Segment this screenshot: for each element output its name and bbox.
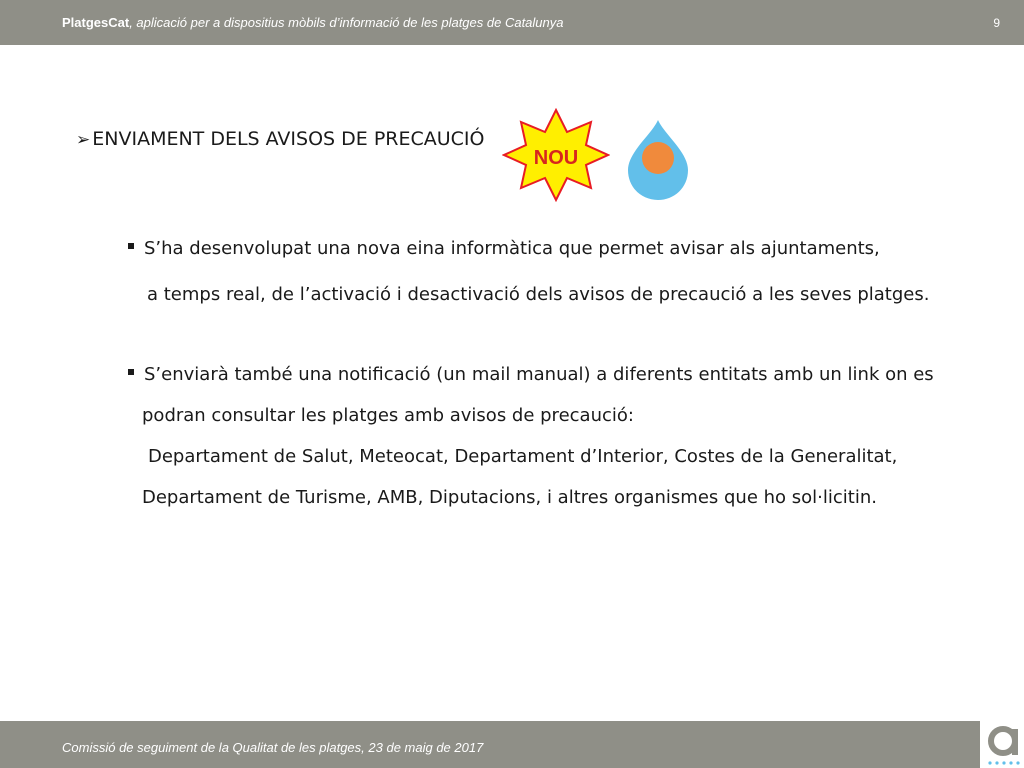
footer-text: Comissió de seguiment de la Qualitat de les platges, 23 de maig de 2017 bbox=[62, 740, 484, 755]
nou-badge-label: NOU bbox=[533, 147, 579, 169]
bullet-2-line-4: Departament de Turisme, AMB, Diputacions, i altres organismes que ho sol·licitin. bbox=[142, 487, 877, 508]
bullet-2-line-1 bbox=[128, 364, 934, 385]
bullet-1-line-2: a temps real, de l’activació i desactivació dels avisos de precaució a les seves platges. bbox=[147, 284, 930, 305]
section-heading bbox=[76, 128, 484, 150]
slide-header bbox=[0, 0, 1024, 45]
slide-footer bbox=[0, 721, 1024, 768]
nou-badge bbox=[502, 108, 610, 202]
agency-logo-icon bbox=[980, 721, 1024, 768]
bullet-1-line-1 bbox=[128, 238, 880, 259]
drop-dot bbox=[642, 142, 674, 174]
header-subtitle: , aplicació per a dispositius mòbils d’informació de les platges de Catalunya bbox=[129, 15, 564, 30]
square-bullet-icon bbox=[128, 369, 134, 375]
header-title bbox=[62, 15, 564, 30]
section-heading-text: ENVIAMENT DELS AVISOS DE PRECAUCIÓ bbox=[92, 128, 485, 150]
page-number: 9 bbox=[993, 16, 1000, 30]
bullet-2-text-1: S’enviarà també una notificació (un mail manual) a diferents entitats amb un link on es bbox=[144, 364, 934, 385]
bullet-2-line-2: podran consultar les platges amb avisos de precaució: bbox=[142, 405, 634, 426]
water-drop-icon bbox=[626, 118, 690, 202]
square-bullet-icon bbox=[128, 243, 134, 249]
header-brand: PlatgesCat bbox=[62, 15, 130, 30]
arrow-bullet-icon: ➢ bbox=[76, 130, 91, 150]
bullet-1-text-1: S’ha desenvolupat una nova eina informàtica que permet avisar als ajuntaments, bbox=[144, 238, 880, 259]
bullet-2-line-3: Departament de Salut, Meteocat, Departament d’Interior, Costes de la Generalitat, bbox=[148, 446, 898, 467]
